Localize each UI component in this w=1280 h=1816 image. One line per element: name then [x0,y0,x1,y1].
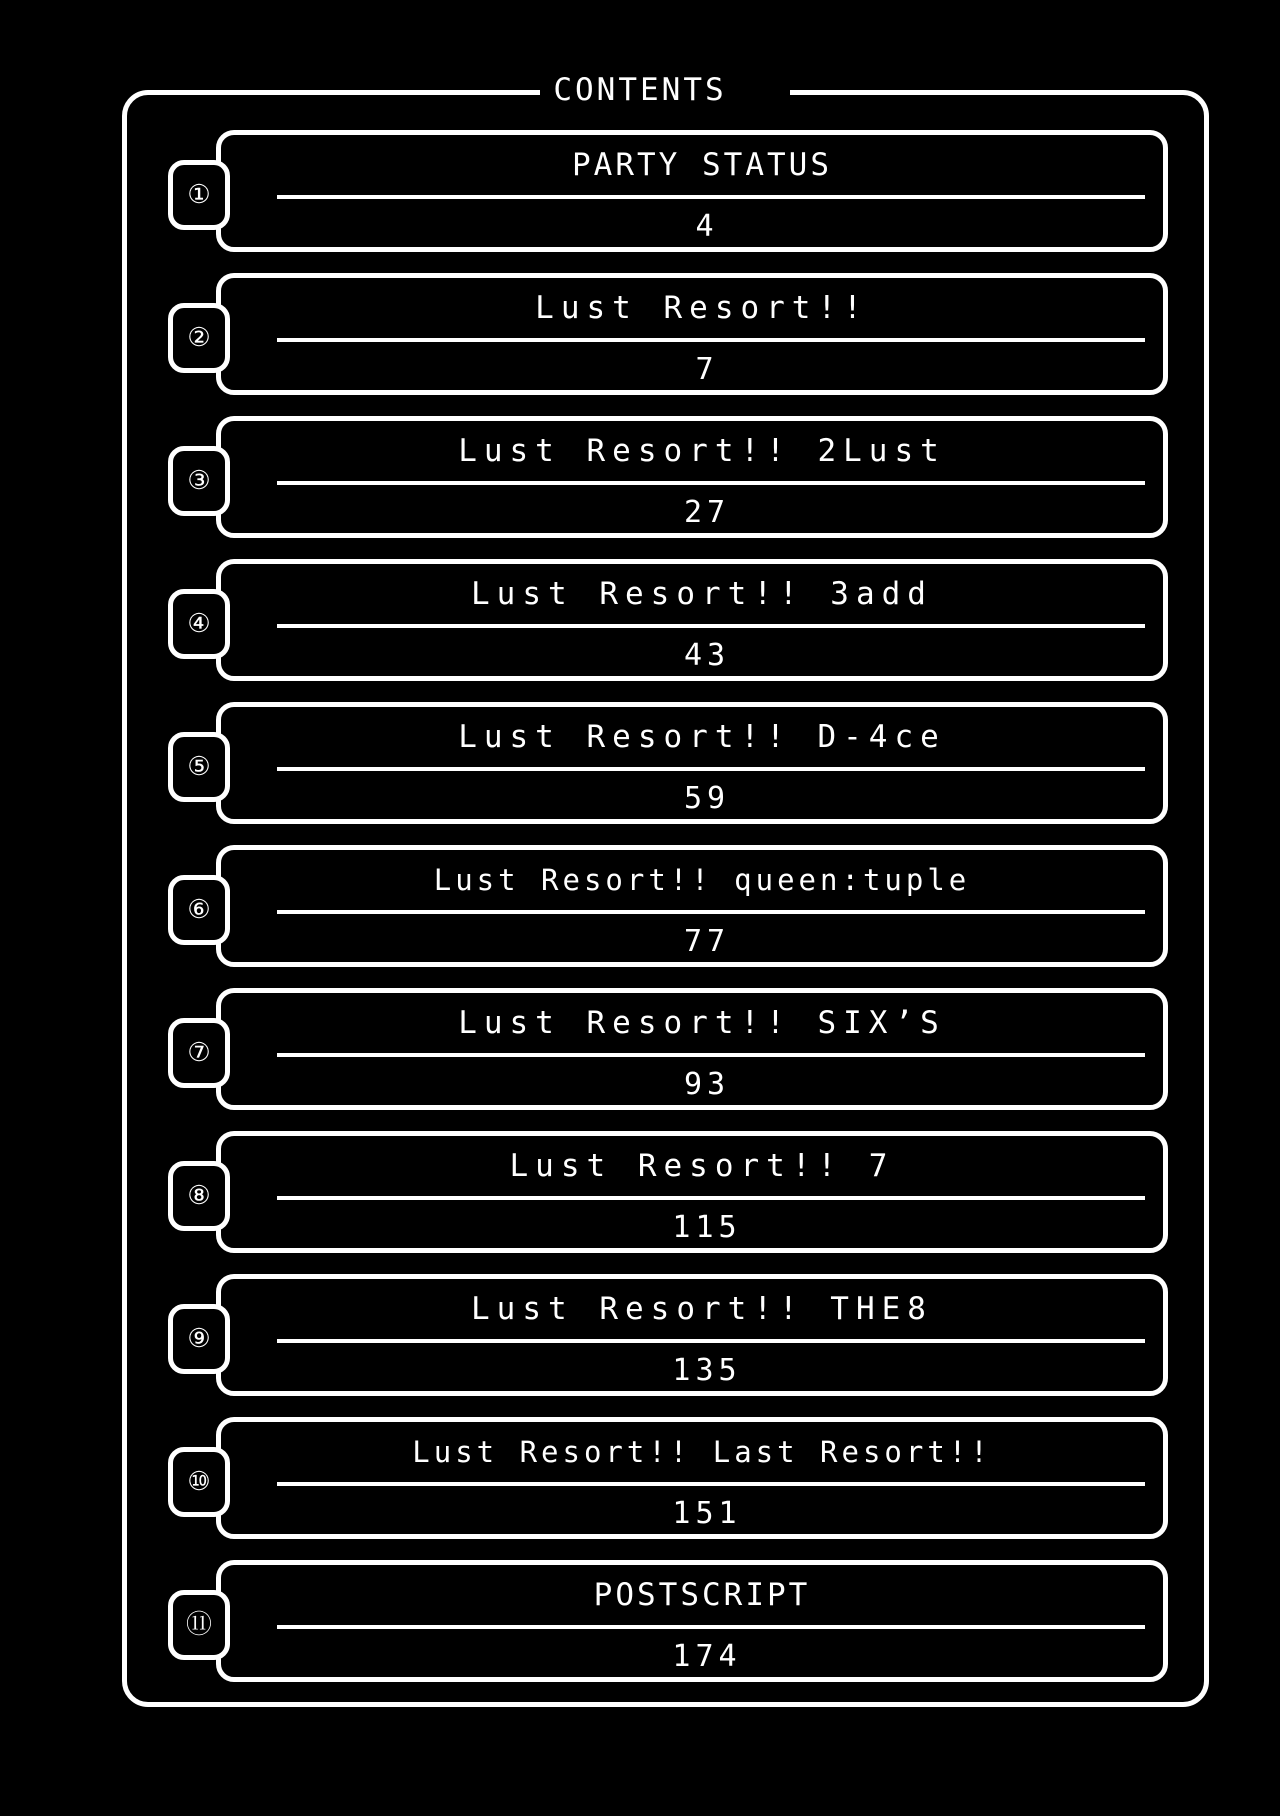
entry-title: Lust Resort!! SIX’S [458,1005,946,1041]
entry-page-number: 27 [683,495,731,530]
entry-page-number: 174 [672,1639,742,1674]
entry-page-number: 135 [672,1353,742,1388]
list-item[interactable] [168,559,1168,690]
list-item[interactable] [168,1560,1168,1691]
entry-number-badge: ④ [168,589,230,659]
entry-page-number: 77 [683,924,731,959]
entry-number-badge: ② [168,303,230,373]
entry-page-number: 4 [695,209,719,244]
entry-page-number: 93 [683,1067,731,1102]
entry-card[interactable] [216,273,1168,395]
entry-card[interactable] [216,1417,1168,1539]
entry-card[interactable] [216,416,1168,538]
entry-card[interactable] [216,130,1168,252]
entry-number-badge: ⑥ [168,875,230,945]
list-item[interactable] [168,845,1168,976]
list-item[interactable] [168,1417,1168,1548]
list-item[interactable] [168,1274,1168,1405]
entry-card[interactable] [216,1274,1168,1396]
list-item[interactable] [168,416,1168,547]
entry-number-badge: ⑩ [168,1447,230,1517]
entry-title: Lust Resort!! Last Resort!! [412,1435,992,1469]
entry-title: PARTY STATUS [572,147,832,183]
entry-card[interactable] [216,1560,1168,1682]
entry-card[interactable] [216,702,1168,824]
list-item[interactable] [168,130,1168,261]
entry-page-number: 59 [683,781,731,816]
entry-number-badge: ⑧ [168,1161,230,1231]
entry-number-badge: ⑪ [168,1590,230,1660]
entry-title: Lust Resort!! [535,290,869,326]
entry-title: Lust Resort!! 2Lust [458,433,946,469]
entry-page-number: 151 [672,1496,742,1531]
entry-page-number: 43 [683,638,731,673]
entry-card[interactable] [216,1131,1168,1253]
entry-number-badge: ③ [168,446,230,516]
list-item[interactable] [168,702,1168,833]
list-item[interactable] [168,1131,1168,1262]
list-item[interactable] [168,988,1168,1119]
entry-number-badge: ⑤ [168,732,230,802]
entry-title: Lust Resort!! D-4ce [458,719,946,755]
entry-card[interactable] [216,845,1168,967]
entry-card[interactable] [216,559,1168,681]
entry-card[interactable] [216,988,1168,1110]
entry-title: Lust Resort!! 7 [509,1148,895,1184]
entry-number-badge: ① [168,160,230,230]
entry-page-number: 7 [695,352,719,387]
entry-title: POSTSCRIPT [593,1577,811,1613]
page-title: CONTENTS [553,72,727,108]
contents-list [168,130,1168,1703]
entry-title: Lust Resort!! THE8 [471,1291,933,1327]
entry-title: Lust Resort!! queen:tuple [433,863,971,897]
list-item[interactable] [168,273,1168,404]
entry-number-badge: ⑦ [168,1018,230,1088]
entry-page-number: 115 [672,1210,742,1245]
entry-title: Lust Resort!! 3add [471,576,933,612]
entry-number-badge: ⑨ [168,1304,230,1374]
